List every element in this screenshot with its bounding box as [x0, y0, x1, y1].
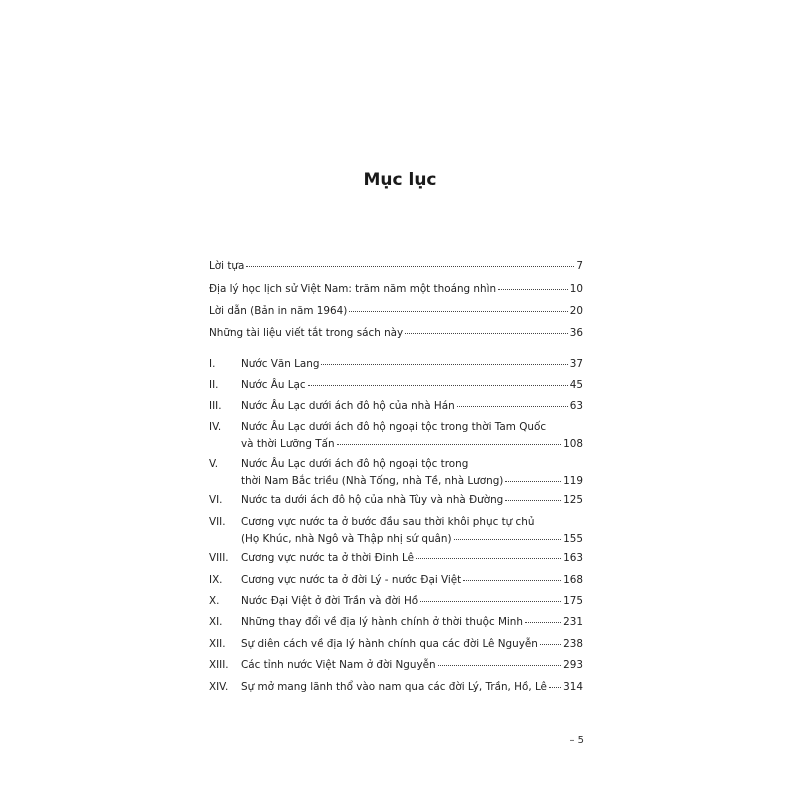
chapter-number: V. — [209, 458, 219, 470]
dot-leader — [505, 481, 561, 482]
toc-page-number: 36 — [569, 327, 583, 339]
toc-page-number: 293 — [563, 659, 583, 671]
toc-page-number: 108 — [563, 438, 583, 450]
dot-leader — [540, 644, 561, 645]
toc-entry-chapter[interactable] — [209, 679, 583, 696]
dot-leader — [405, 333, 568, 334]
toc-page-number: 168 — [563, 574, 583, 586]
toc-entry-title: Nước Đại Việt ở đời Trần và đời Hồ — [241, 595, 419, 607]
chapter-number: I. — [209, 358, 216, 370]
toc-entry-title: Các tỉnh nước Việt Nam ở đời Nguyễn — [241, 659, 436, 671]
toc-entry-title: Những tài liệu viết tắt trong sách này — [209, 327, 404, 339]
toc-entry-front[interactable] — [209, 325, 583, 342]
chapter-number: VI. — [209, 494, 223, 506]
toc-page-number: 63 — [569, 400, 583, 412]
dot-leader — [463, 580, 561, 581]
chapter-number: XIV. — [209, 681, 229, 693]
chapter-number: XIII. — [209, 659, 229, 671]
chapter-number: IX. — [209, 574, 223, 586]
chapter-number: VII. — [209, 516, 226, 528]
toc-entry-title: Nước Âu Lạc dưới ách đô hộ ngoại tộc trong — [241, 458, 469, 470]
toc-entry-title-continued: và thời Lưỡng Tấn — [241, 438, 335, 450]
toc-entry-chapter[interactable] — [209, 593, 583, 610]
toc-page-number: 155 — [563, 533, 583, 545]
toc-entry-front[interactable] — [209, 258, 583, 275]
toc-entry-title: Địa lý học lịch sử Việt Nam: trăm năm một thoáng nhìn — [209, 283, 497, 295]
chapter-number: VIII. — [209, 552, 229, 564]
toc-entry-title: Nước Văn Lang — [241, 358, 320, 370]
toc-page-number: 119 — [563, 475, 583, 487]
toc-entry-title: Cương vực nước ta ở đời Lý - nước Đại Việt — [241, 574, 462, 586]
toc-entry-chapter[interactable] — [209, 514, 583, 548]
page-folio: – 5 — [569, 735, 584, 746]
toc-entry-title: Sự mở mang lãnh thổ vào nam qua các đời Lý, Trần, Hồ, Lê — [241, 681, 547, 693]
dot-leader — [505, 500, 561, 501]
chapter-number: II. — [209, 379, 219, 391]
chapter-number: XI. — [209, 616, 223, 628]
toc-entry-title: Những thay đổi về địa lý hành chính ở thời thuộc Minh — [241, 616, 523, 628]
toc-page-number: 238 — [563, 638, 583, 650]
dot-leader — [349, 311, 567, 312]
page-title: Mục lục — [363, 170, 437, 190]
toc-page-number: 163 — [563, 552, 583, 564]
toc-page-number: 37 — [569, 358, 583, 370]
dot-leader — [549, 687, 561, 688]
toc-entry-chapter[interactable] — [209, 377, 583, 394]
toc-page-number: 10 — [569, 283, 583, 295]
toc-entry-chapter[interactable] — [209, 398, 583, 415]
dot-leader — [246, 266, 574, 267]
toc-entry-title: Nước Âu Lạc dưới ách đô hộ ngoại tộc trong thời Tam Quốc — [241, 421, 547, 433]
toc-page-number: 45 — [569, 379, 583, 391]
dot-leader — [308, 385, 568, 386]
dot-leader — [525, 622, 561, 623]
toc-page-number: 314 — [563, 681, 583, 693]
dot-leader — [457, 406, 568, 407]
toc-entry-chapter[interactable] — [209, 419, 583, 453]
toc-page-number: 125 — [563, 494, 583, 506]
dot-leader — [454, 539, 562, 540]
toc-entry-chapter[interactable] — [209, 636, 583, 653]
toc-entry-title: Nước Âu Lạc — [241, 379, 306, 391]
toc-entry-title-continued: thời Nam Bắc triều (Nhà Tống, nhà Tề, nhà Lương) — [241, 475, 504, 487]
dot-leader — [416, 558, 561, 559]
toc-entry-title: Nước Âu Lạc dưới ách đô hộ của nhà Hán — [241, 400, 455, 412]
toc-entry-title: Nước ta dưới ách đô hộ của nhà Tùy và nhà Đường — [241, 494, 504, 506]
toc-entry-title: Lời tựa — [209, 260, 245, 272]
toc-entry-chapter[interactable] — [209, 550, 583, 567]
toc-entry-chapter[interactable] — [209, 492, 583, 509]
toc-page-number: 231 — [563, 616, 583, 628]
dot-leader — [321, 364, 567, 365]
toc-entry-chapter[interactable] — [209, 657, 583, 674]
chapter-number: X. — [209, 595, 220, 607]
toc-entry-title: Cương vực nước ta ở bước đầu sau thời khôi phục tự chủ — [241, 516, 535, 528]
toc-page-number: 175 — [563, 595, 583, 607]
toc-page-number: 20 — [569, 305, 583, 317]
dot-leader — [438, 665, 562, 666]
toc-entry-chapter[interactable] — [209, 456, 583, 490]
toc-entry-chapter[interactable] — [209, 614, 583, 631]
toc-entry-chapter[interactable] — [209, 356, 583, 373]
toc-entry-title-continued: (Họ Khúc, nhà Ngô và Thập nhị sứ quân) — [241, 533, 452, 545]
chapter-number: XII. — [209, 638, 226, 650]
dot-leader — [420, 601, 561, 602]
toc-entry-chapter[interactable] — [209, 572, 583, 589]
toc-entry-front[interactable] — [209, 303, 583, 320]
chapter-number: IV. — [209, 421, 222, 433]
dot-leader — [337, 444, 562, 445]
toc-entry-title: Lời dẫn (Bản in năm 1964) — [209, 305, 348, 317]
toc-entry-front[interactable] — [209, 281, 583, 298]
toc-page-number: 7 — [576, 260, 583, 272]
dot-leader — [498, 289, 568, 290]
toc-entry-title: Cương vực nước ta ở thời Đinh Lê — [241, 552, 414, 564]
toc-entry-title: Sự diên cách về địa lý hành chính qua các đời Lê Nguyễn — [241, 638, 538, 650]
chapter-number: III. — [209, 400, 222, 412]
